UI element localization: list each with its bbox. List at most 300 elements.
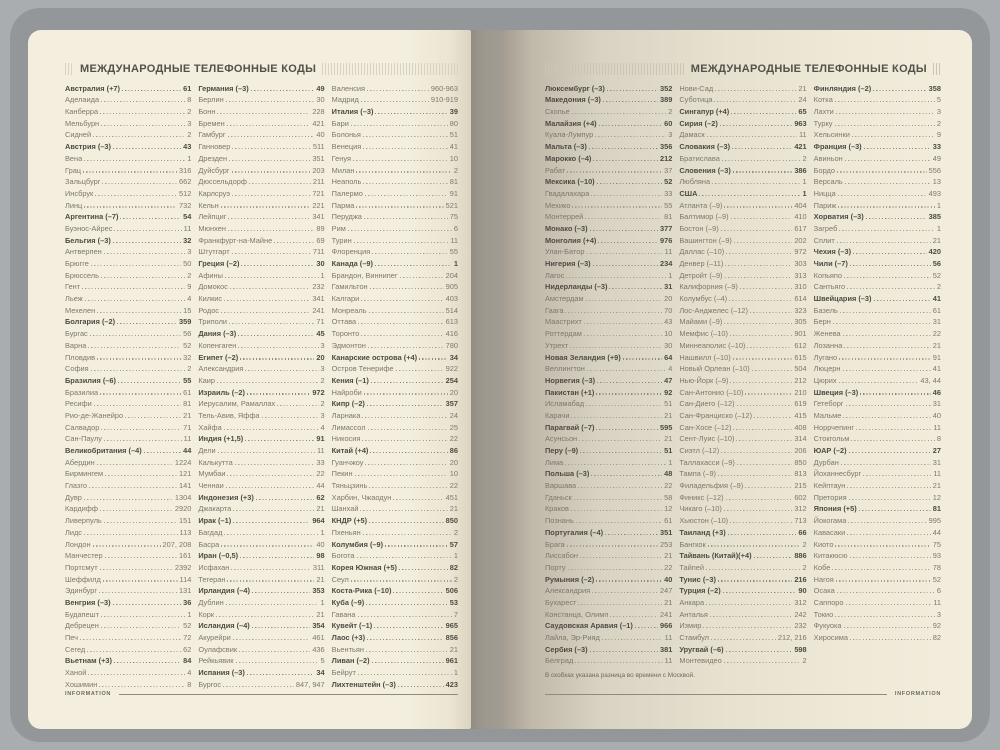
entry-row [198, 164, 324, 176]
entry-code: 713 [794, 516, 807, 526]
dot-leader [362, 440, 447, 441]
entry-row [332, 433, 458, 445]
dot-leader [596, 580, 662, 581]
entry-code: 81 [932, 504, 941, 514]
entry-row [332, 222, 458, 234]
entry-name: Португалия (–4) [545, 527, 604, 537]
entry-row [65, 211, 191, 223]
entry-code: 30 [316, 259, 325, 268]
entry-code: 506 [445, 586, 458, 596]
entry-code: 11 [933, 597, 941, 607]
dot-leader [217, 382, 319, 383]
entry-name: Сеул [331, 574, 349, 584]
entry-name: Бангкок [679, 539, 706, 549]
entry-row [65, 351, 191, 363]
entry-row [679, 117, 806, 129]
entry-name: Тайпей [679, 562, 704, 572]
entry-name: Кипр (–2) [331, 399, 365, 409]
dot-leader [249, 183, 311, 184]
dot-leader [860, 393, 931, 394]
entry-row [679, 82, 806, 94]
dot-leader [238, 347, 318, 348]
entry-code: 2 [320, 375, 325, 385]
entry-row [545, 234, 672, 246]
entry-row [545, 608, 672, 620]
dot-leader [591, 195, 662, 196]
dot-leader [843, 335, 931, 336]
entry-code: 24 [798, 95, 807, 105]
information-label: INFORMATION [65, 691, 112, 697]
dot-leader [361, 335, 443, 336]
entry-name: Денвер (–11) [679, 259, 724, 268]
entry-name: Даллас (–10) [679, 247, 725, 257]
entry-name: Испания (–3) [198, 668, 245, 678]
entry-row [332, 211, 458, 223]
entry-row [679, 105, 806, 117]
entry-name: Ирак (–1) [198, 516, 232, 526]
entry-code: 2 [453, 165, 458, 175]
entry-name: Вена [65, 153, 83, 163]
entry-code: 4 [668, 364, 673, 374]
entry-name: Польша (–3) [545, 469, 590, 479]
entry-code: 305 [794, 317, 807, 327]
dot-leader [754, 557, 793, 558]
page-footer-left [65, 690, 458, 698]
entry-name: Шеффилд [65, 574, 101, 584]
entry-name: Зальцбург [65, 177, 101, 187]
dot-leader [714, 101, 796, 102]
entry-name: Венеция [331, 142, 362, 152]
entry-row [65, 620, 191, 632]
entry-code: 10 [664, 329, 673, 339]
entry-name: Загреб [813, 223, 838, 233]
entry-row [198, 491, 324, 503]
entry-code: 212, 216 [777, 633, 807, 642]
entry-name: Льеж [65, 294, 83, 304]
entry-row [198, 479, 324, 491]
entry-row [545, 176, 672, 188]
entry-code: 2920 [174, 504, 192, 514]
dot-leader [723, 592, 797, 593]
entry-code: 1 [802, 188, 807, 198]
timezone-footnote: В скобках указана разница во времени с Москвой. [545, 672, 695, 679]
dot-leader [419, 358, 448, 359]
entry-name: Египет (–2) [198, 352, 239, 362]
entry-code: 36 [183, 597, 192, 607]
entry-name: Котка [813, 95, 833, 105]
dot-leader [715, 90, 796, 91]
entry-code: 52 [932, 270, 941, 280]
entry-code: 598 [794, 644, 807, 654]
entry-row [198, 257, 324, 269]
entry-row [198, 386, 324, 398]
entry-code: 60 [664, 118, 673, 128]
dot-leader [586, 300, 663, 301]
entry-name: Гент [65, 282, 81, 292]
dot-leader [846, 604, 932, 605]
entry-name: Австралия (+7) [65, 83, 121, 93]
dot-leader [836, 113, 935, 114]
entry-code: 421 [312, 118, 325, 128]
entry-code: 20 [449, 457, 458, 467]
entry-name: Милан [331, 165, 355, 175]
entry-row [814, 339, 941, 351]
entry-name: Акурейри [198, 633, 231, 642]
entry-name: Гданьск [545, 492, 572, 502]
entry-row [814, 433, 941, 445]
dot-leader [597, 183, 662, 184]
entry-name: Триполи [198, 317, 228, 327]
entry-row [65, 94, 191, 106]
entry-name: Мальме [813, 410, 842, 420]
entry-name: Мемфис (–10) [679, 329, 728, 339]
entry-code: 33 [316, 457, 325, 467]
entry-name: Бразилия (–6) [65, 375, 116, 385]
entry-code: 351 [312, 153, 325, 163]
entry-row [198, 666, 324, 678]
entry-row [545, 409, 672, 421]
entry-row [65, 152, 191, 164]
entry-code: 847, 947 [295, 679, 325, 689]
entry-name: Ливан (–2) [331, 656, 370, 666]
entry-name: Корея Южная (+5) [331, 562, 397, 572]
dot-leader [565, 312, 662, 313]
dot-leader [371, 382, 444, 383]
entry-code: 58 [664, 492, 673, 502]
entry-row [65, 666, 191, 678]
entry-name: Лайла, Эр-Рияд [545, 633, 600, 642]
entry-name: Асунсьон [545, 434, 578, 444]
entry-row [332, 655, 458, 667]
dot-leader [832, 569, 930, 570]
entry-code: 512 [178, 188, 192, 198]
entry-row [198, 246, 324, 258]
entry-row [65, 491, 191, 503]
entry-row [65, 281, 191, 293]
dot-leader [93, 545, 161, 546]
entry-code: 850 [794, 457, 807, 467]
dot-leader [370, 452, 447, 453]
entry-name: Бургас [65, 329, 88, 339]
entry-name: Афины [198, 270, 223, 280]
entry-code: 22 [449, 481, 458, 491]
entry-code: 311 [312, 562, 325, 572]
dot-leader [732, 148, 792, 149]
entry-name: Детройт (–9) [679, 270, 723, 280]
entry-name: Сантьяго [813, 282, 846, 292]
dot-leader [708, 545, 801, 546]
dot-leader [224, 534, 318, 535]
entry-row [65, 129, 191, 141]
dot-leader [578, 604, 662, 605]
entry-code: 70 [664, 305, 673, 315]
entry-name: Сегед [65, 644, 86, 654]
dot-leader [585, 218, 662, 219]
dot-leader [835, 125, 935, 126]
dot-leader [362, 417, 447, 418]
entry-code: 22 [664, 481, 673, 491]
entry-name: Лос-Анджелес (–12) [679, 305, 749, 315]
entry-name: Мексика (–10) [545, 177, 595, 187]
dot-leader [592, 592, 658, 593]
entry-code: 721 [312, 188, 325, 198]
entry-code: 595 [659, 422, 673, 432]
entry-code: 403 [445, 294, 458, 304]
entry-name: Исламабад [545, 399, 585, 409]
entry-code: 9 [187, 282, 192, 292]
entry-name: Хьюстон (–10) [679, 516, 729, 526]
entry-code: 11 [664, 633, 673, 642]
entry-row [65, 398, 191, 410]
entry-name: Гамбург [198, 130, 226, 140]
dot-leader [80, 639, 181, 640]
entry-row [65, 631, 191, 643]
dot-leader [724, 510, 792, 511]
dot-leader [593, 160, 658, 161]
page-right [504, 30, 972, 729]
dot-leader [100, 569, 173, 570]
dot-leader [224, 429, 319, 430]
entry-name: Парагвай (–7) [545, 422, 595, 432]
entry-code: 55 [664, 200, 673, 210]
page-header-right [545, 61, 942, 76]
dot-leader [232, 171, 311, 172]
entry-name: Мельбурн [65, 118, 100, 128]
entry-row [545, 222, 672, 234]
dot-leader [568, 569, 663, 570]
entry-row [545, 211, 672, 223]
entry-row [545, 117, 672, 129]
dot-leader [839, 358, 931, 359]
entry-row [679, 187, 806, 199]
dot-leader [750, 312, 792, 313]
entry-code: 381 [659, 644, 673, 654]
dot-leader [229, 323, 314, 324]
entry-name: Варна [65, 340, 87, 350]
entry-code: 40 [316, 539, 325, 549]
entry-name: Нидерланды (–3) [545, 282, 608, 292]
footer-rule [545, 694, 887, 695]
dot-leader [252, 627, 311, 628]
dot-leader [358, 616, 452, 617]
entry-row [198, 538, 324, 550]
entry-code: 2 [320, 399, 325, 409]
entry-code: 21 [664, 434, 673, 444]
entry-name: Токио [813, 609, 834, 619]
entry-name: Найроби [331, 387, 362, 397]
entry-row [198, 608, 324, 620]
entry-name: Словакия (–3) [679, 142, 731, 152]
entry-name: Гамильтон [331, 282, 368, 292]
dot-leader [733, 358, 793, 359]
entry-row [679, 514, 806, 526]
entry-code: 51 [664, 446, 673, 455]
entry-code: 312 [794, 504, 807, 514]
entry-code: 316 [178, 165, 192, 175]
dot-leader [835, 101, 935, 102]
dot-leader [375, 113, 447, 114]
entry-row [545, 292, 672, 304]
entry-code: 34 [449, 352, 458, 362]
entry-row [545, 468, 672, 480]
dot-leader [101, 627, 181, 628]
entry-name: Люксембург (–3) [545, 83, 605, 93]
entry-name: Ганновер [198, 142, 231, 152]
dot-leader [240, 557, 314, 558]
dot-leader [361, 300, 443, 301]
entry-row [198, 444, 324, 456]
entry-code: 323 [794, 305, 807, 315]
dot-leader [351, 580, 452, 581]
dot-leader [737, 464, 793, 465]
dot-leader [850, 557, 931, 558]
entry-name: Рабат [545, 165, 566, 175]
entry-name: Мадрид [331, 95, 359, 105]
entry-code: 151 [178, 516, 192, 526]
dot-leader [847, 534, 931, 535]
dot-leader [256, 499, 315, 500]
codes-columns-left [65, 82, 458, 690]
entry-name: Монголия (+4) [545, 235, 597, 245]
entry-name: Рейкьявик [198, 656, 234, 666]
entry-code: 421 [794, 142, 807, 152]
entry-code: 886 [794, 551, 807, 561]
dot-leader [733, 171, 792, 172]
entry-code: 4 [187, 668, 192, 678]
dot-leader [726, 499, 793, 500]
entry-name: Словения (–3) [679, 165, 731, 175]
entry-row [679, 550, 806, 562]
entry-code: 732 [178, 200, 192, 210]
dot-leader [100, 113, 185, 114]
entry-name: Женева [813, 329, 841, 339]
entry-name: Уругвай (–6) [679, 644, 724, 654]
entry-name: Базель [813, 305, 838, 315]
page-header-left [65, 61, 458, 76]
entry-name: Осака [813, 586, 835, 596]
dot-leader [710, 616, 792, 617]
entry-name: Швеция (–3) [813, 387, 859, 397]
dot-leader [596, 393, 662, 394]
entry-name: Таллахасси (–9) [679, 457, 735, 467]
entry-row [198, 304, 324, 316]
entry-row [65, 117, 191, 129]
entry-row [198, 514, 324, 526]
dot-leader [385, 545, 448, 546]
entry-name: Бирмингем [65, 469, 104, 479]
entry-code: 1 [936, 200, 941, 210]
dot-leader [610, 616, 658, 617]
entry-code: 39 [449, 107, 458, 117]
entry-name: Австрия (–3) [65, 142, 111, 152]
entry-name: Пловдив [65, 352, 96, 362]
entry-row [198, 526, 324, 538]
dot-leader [221, 312, 310, 313]
entry-code: 386 [794, 165, 807, 175]
entry-row [545, 246, 672, 258]
entry-code: 55 [183, 375, 192, 385]
dot-leader [226, 604, 319, 605]
entry-row [332, 363, 458, 375]
dot-leader [104, 522, 177, 523]
entry-row [679, 409, 806, 421]
entry-row [679, 164, 806, 176]
dot-leader [598, 242, 658, 243]
dot-leader [226, 487, 315, 488]
entry-name: Индонезия (+3) [198, 492, 254, 502]
entry-name: Перу (–9) [545, 446, 579, 455]
entry-row [814, 538, 941, 550]
dot-leader [584, 335, 662, 336]
entry-row [198, 456, 324, 468]
dot-leader [235, 464, 315, 465]
entry-name: Линц [65, 200, 83, 210]
entry-name: Монтеррей [545, 212, 584, 222]
dot-leader [101, 101, 185, 102]
entry-name: Лидс [65, 527, 82, 537]
entry-code: 33 [664, 188, 673, 198]
dot-leader [365, 464, 447, 465]
entry-name: Грац [65, 165, 82, 175]
entry-row [65, 409, 191, 421]
entry-code: 202 [794, 235, 807, 245]
dot-leader [752, 370, 793, 371]
entry-row [814, 526, 941, 538]
dot-leader [745, 487, 792, 488]
entry-code: 25 [449, 422, 458, 432]
entry-row [679, 234, 806, 246]
entry-name: Брюгге [65, 259, 89, 268]
entry-row [332, 351, 458, 363]
entry-name: Флоренция [331, 247, 371, 257]
dot-leader [570, 347, 662, 348]
entry-name: Сан-Антонио (–10) [679, 387, 744, 397]
entry-row [814, 211, 941, 223]
entry-row [679, 281, 806, 293]
entry-name: Куала-Лумпур [545, 130, 594, 140]
entry-code: 1 [320, 270, 325, 280]
entry-row [198, 468, 324, 480]
entry-row [65, 269, 191, 281]
entry-row [545, 351, 672, 363]
dot-leader [718, 580, 792, 581]
entry-code: 357 [445, 399, 458, 409]
dot-leader [228, 136, 315, 137]
dot-leader [370, 288, 444, 289]
entry-code: 71 [316, 317, 325, 327]
dot-leader [239, 651, 310, 652]
entry-row [679, 316, 806, 328]
entry-name: Гаага [545, 305, 564, 315]
dot-leader [730, 522, 792, 523]
entry-row [545, 105, 672, 117]
entry-name: Констанца, Олимп [545, 609, 609, 619]
dot-leader [846, 405, 931, 406]
dot-leader [733, 429, 792, 430]
dot-leader [241, 265, 314, 266]
entry-name: Инсбрук [65, 188, 94, 198]
entry-code: 11 [798, 130, 807, 140]
entry-name: Ницца [813, 188, 836, 198]
entry-row [545, 82, 672, 94]
dot-leader [393, 592, 443, 593]
entry-code: 44 [316, 481, 325, 491]
dot-leader [833, 323, 931, 324]
information-label: INFORMATION [894, 691, 941, 697]
entry-name: Кавасаки [813, 527, 846, 537]
entry-row [332, 468, 458, 480]
dot-leader [97, 312, 181, 313]
